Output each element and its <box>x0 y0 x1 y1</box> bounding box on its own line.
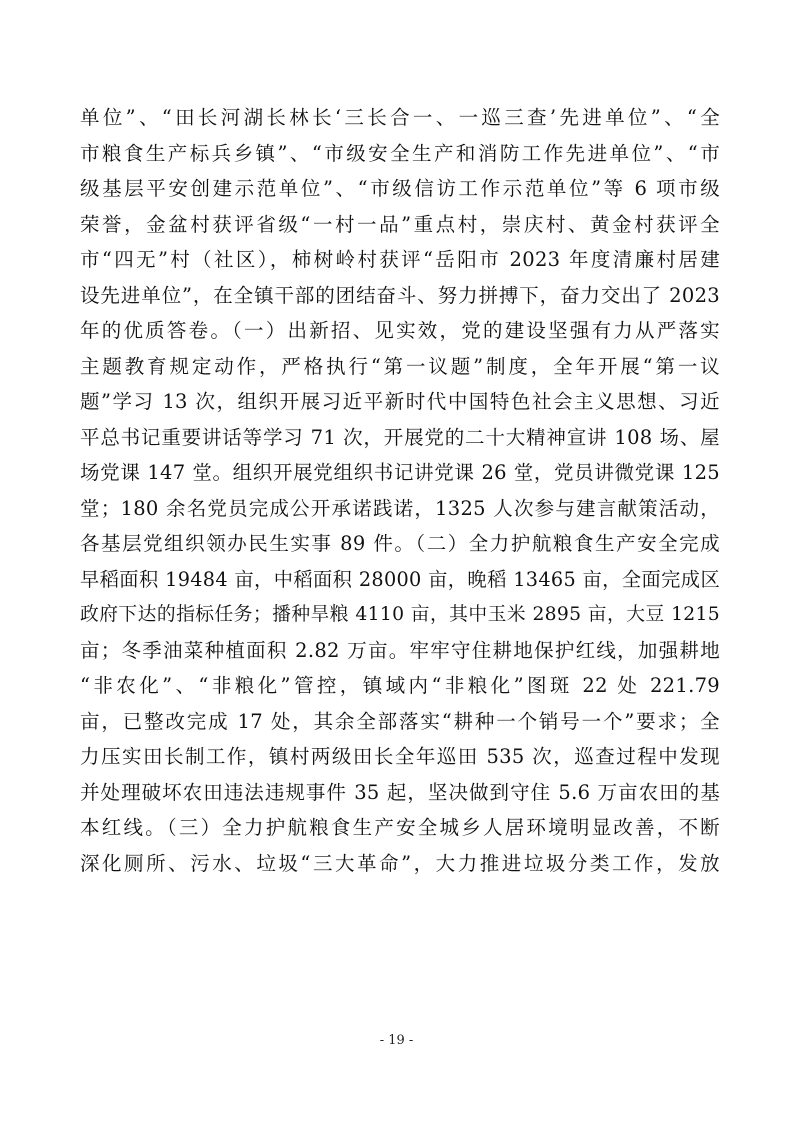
text-line: 亩；冬季油菜种植面积 2.82 万亩。牢牢守住耕地保护红线，加强耕地 <box>80 638 720 662</box>
text-line: 荣誉，金盆村获评省级“一村一品”重点村，崇庆村、黄金村获评全 <box>80 212 720 236</box>
text-line: 年的优质答卷。（一）出新招、见实效，党的建设坚强有力从严落实 <box>80 319 720 342</box>
text-line: 深化厕所、污水、垃圾“三大革命”，大力推进垃圾分类工作，发放 <box>80 851 720 875</box>
text-line: 力压实田长制工作，镇村两级田长全年巡田 535 次，巡查过程中发现 <box>80 745 720 768</box>
text-line: 早稻面积 19484 亩，中稻面积 28000 亩，晚稻 13465 亩，全面完成区 <box>80 567 720 591</box>
text-line: 题”学习 13 次，组织开展习近平新时代中国特色社会主义思想、习近 <box>80 390 720 413</box>
body-text <box>80 100 720 881</box>
text-line: 亩，已整改完成 17 处，其余全部落实“耕种一个销号一个”要求；全 <box>80 709 720 733</box>
text-line: 设先进单位”，在全镇干部的团结奋斗、努力拼搏下，奋力交出了 2023 <box>80 283 720 307</box>
text-line: “非农化”、“非粮化”管控，镇域内“非粮化”图斑 22 处 221.79 <box>80 674 720 697</box>
text-line: 堂；180 余名党员完成公开承诺践诺，1325 人次参与建言献策活动， <box>80 496 720 520</box>
text-line: 本红线。（三）全力护航粮食生产安全城乡人居环境明显改善，不断 <box>80 816 720 839</box>
text-line: 主题教育规定动作，严格执行“第一议题”制度，全年开展“第一议 <box>80 354 720 378</box>
text-line: 场党课 147 堂。组织开展党组织书记讲党课 26 堂，党员讲微党课 125 <box>80 461 720 484</box>
text-line: 市“四无”村（社区），柿树岭村获评“岳阳市 2023 年度清廉村居建 <box>80 248 720 271</box>
text-line: 并处理破坏农田违法违规事件 35 起，坚决做到守住 5.6 万亩农田的基 <box>80 780 720 804</box>
page-number: - 19 - <box>379 1033 414 1048</box>
text-line: 平总书记重要讲话等学习 71 次，开展党的二十大精神宣讲 108 场、屋 <box>80 425 720 449</box>
text-line: 单位”、“田长河湖长林长‘三长合一、一巡三查’先进单位”、“全 <box>80 106 720 129</box>
text-line: 各基层党组织领办民生实事 89 件。（二）全力护航粮食生产安全完成 <box>80 532 720 555</box>
text-line: 市粮食生产标兵乡镇”、“市级安全生产和消防工作先进单位”、“市 <box>80 141 720 165</box>
text-line: 级基层平安创建示范单位”、“市级信访工作示范单位”等 6 项市级 <box>80 177 720 200</box>
text-line: 政府下达的指标任务；播种旱粮 4110 亩，其中玉米 2895 亩，大豆 1215 <box>80 604 720 625</box>
